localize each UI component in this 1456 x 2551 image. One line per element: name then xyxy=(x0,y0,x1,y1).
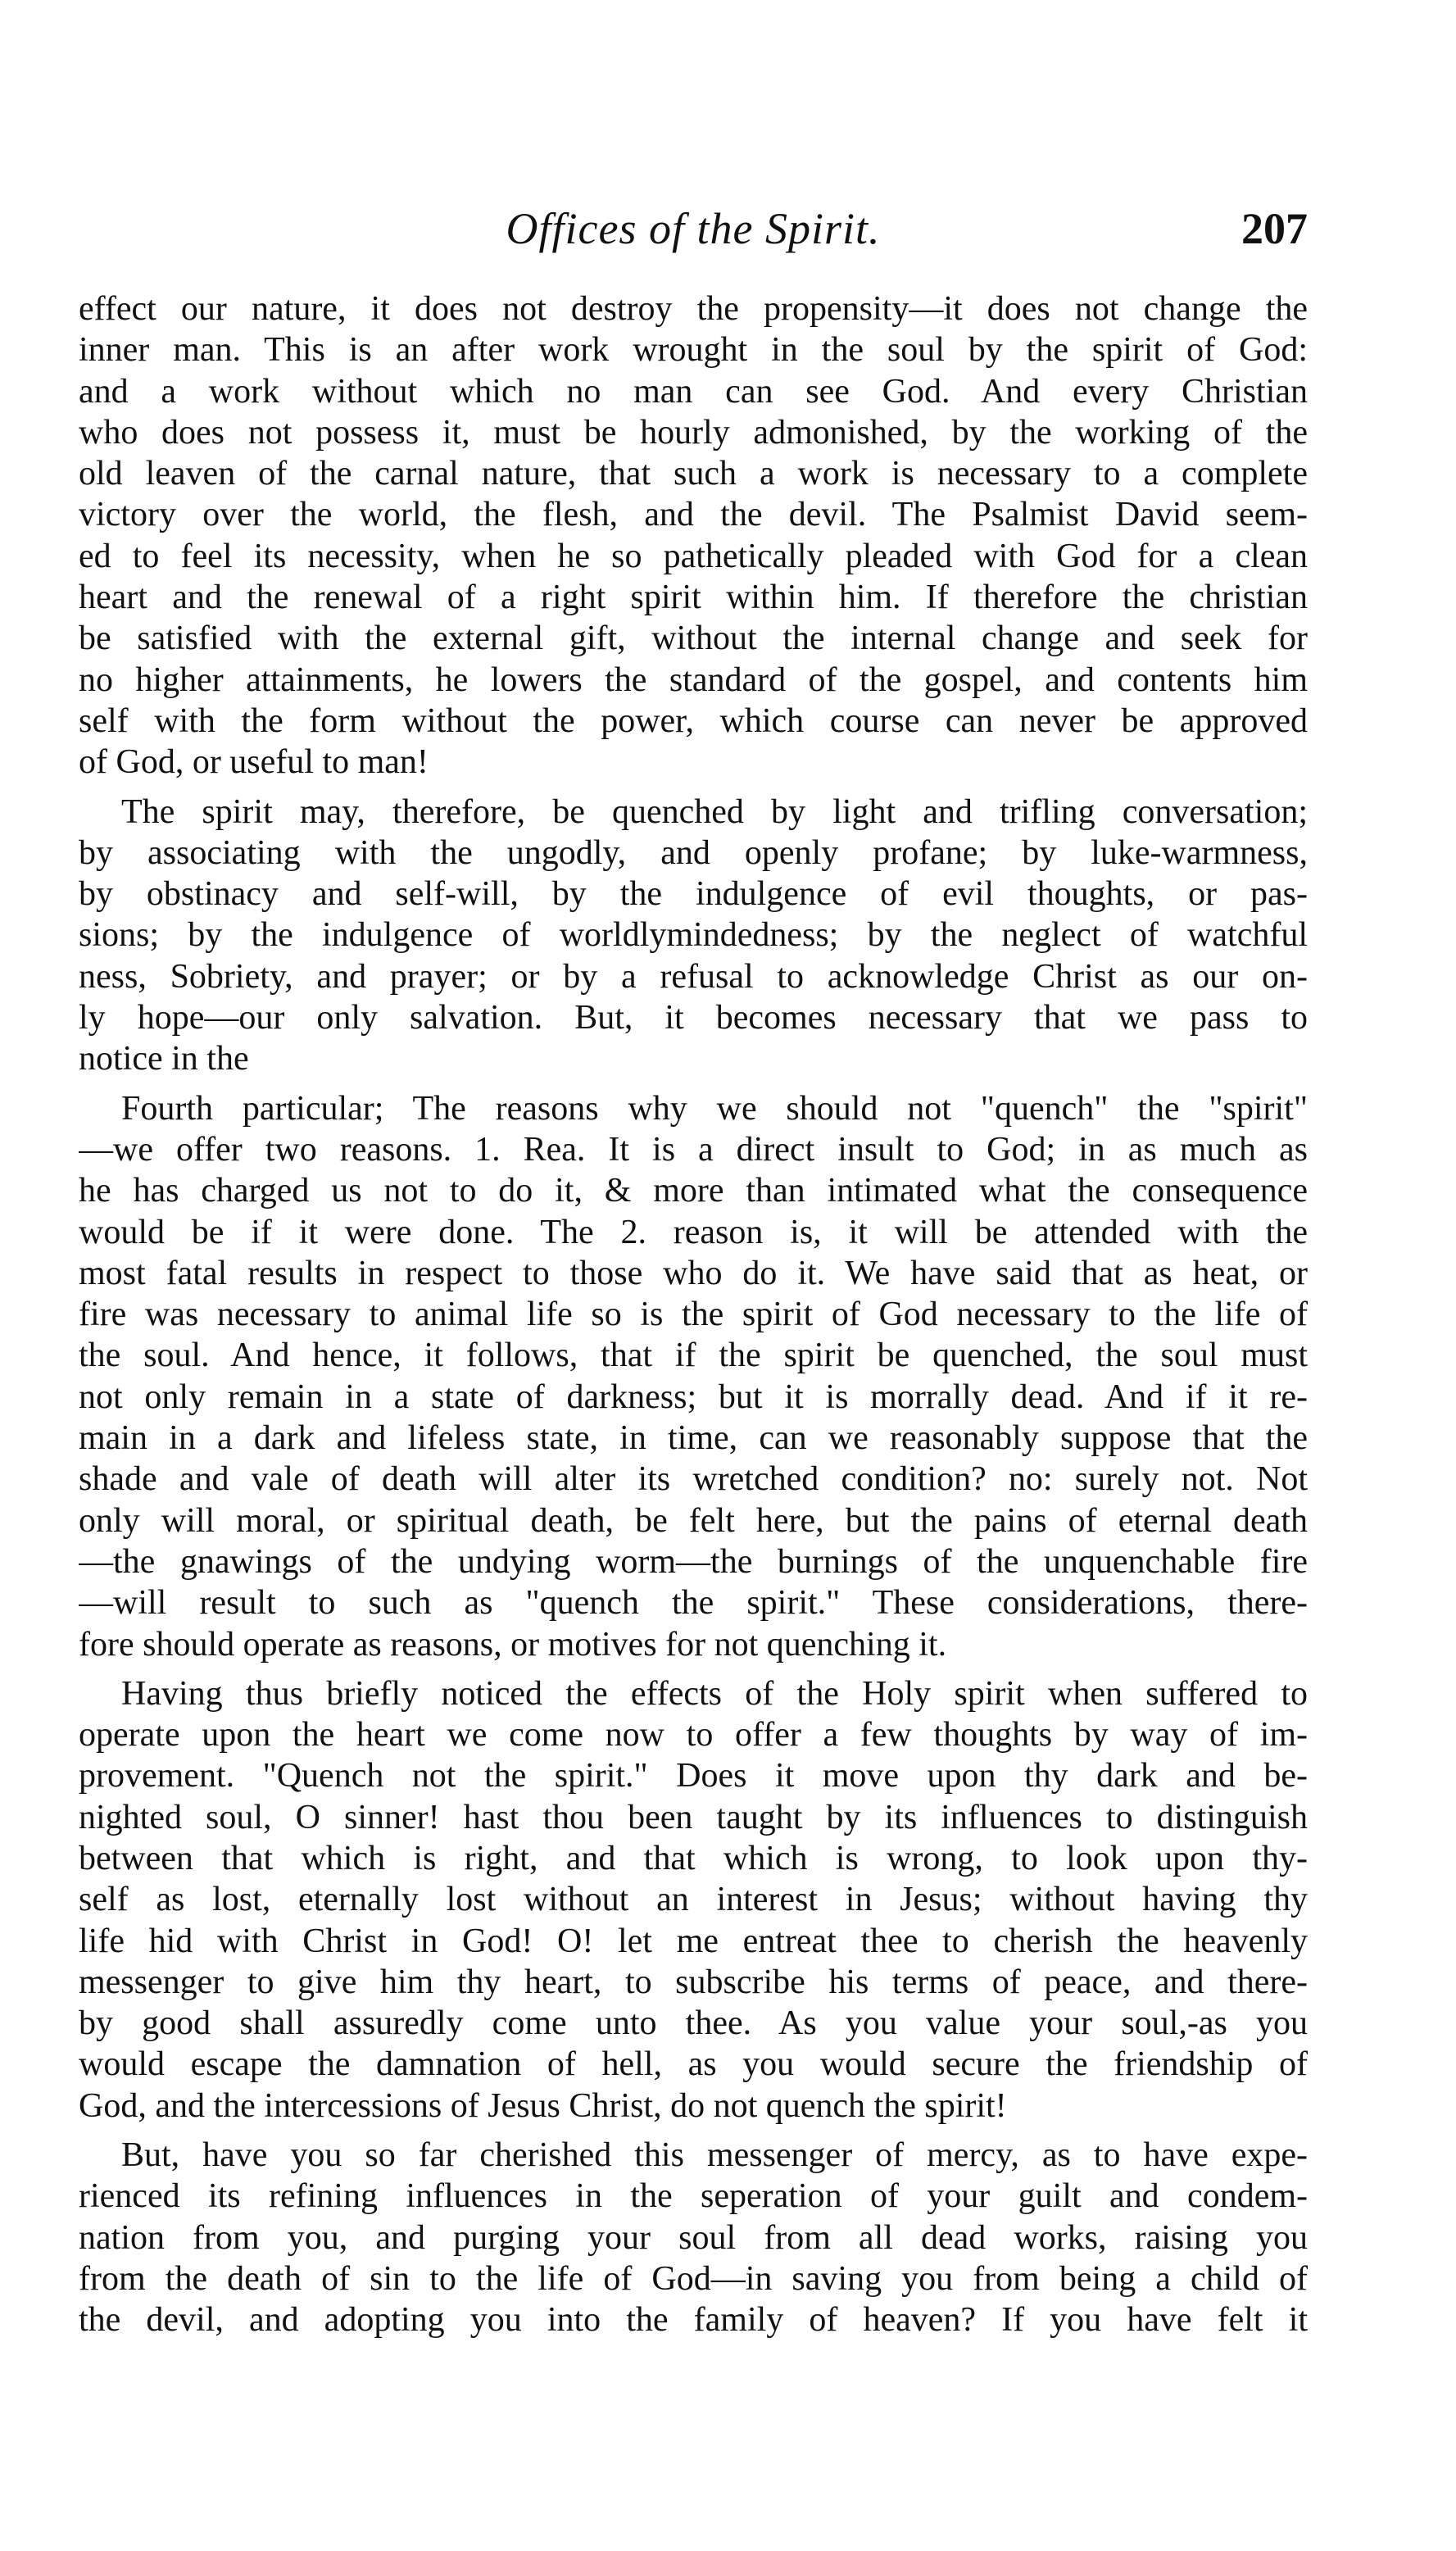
text-line: ness, Sobriety, and prayer; or by a refusal to acknowledge Christ as our on- xyxy=(79,957,1308,996)
text-line: notice in the xyxy=(79,1040,249,1078)
paragraph-start-line: The spirit may, therefore, be quenched by light and trifling conversation; xyxy=(121,792,1308,831)
text-line: who does not possess it, must be hourly admonished, by the working of the xyxy=(79,413,1308,452)
text-line: main in a dark and lifeless state, in time, can we reasonably suppose that the xyxy=(79,1419,1308,1458)
text-line: sions; by the indulgence of worldlymindedness; by the neglect of watchful xyxy=(79,916,1308,955)
text-line: —will result to such as "quench the spirit." These considerations, there- xyxy=(79,1584,1308,1623)
paragraph-start-line: Having thus briefly noticed the effects of the Holy spirit when suffered to xyxy=(121,1674,1308,1713)
text-line: rienced its refining influences in the seperation of your guilt and condem- xyxy=(79,2177,1308,2216)
text-line: by associating with the ungodly, and openly profane; by luke-warmness, xyxy=(79,833,1308,872)
text-line: he has charged us not to do it, & more than intimated what the consequence xyxy=(79,1172,1308,1210)
text-line: from the death of sin to the life of God—in saving you from being a child of xyxy=(79,2259,1308,2298)
text-line: by good shall assuredly come unto thee. As you value your soul,-as you xyxy=(79,2004,1308,2043)
text-line: nighted soul, O sinner! hast thou been taught by its influences to distinguish xyxy=(79,1798,1308,1836)
running-head xyxy=(79,203,1308,269)
paragraph-start-line: But, have you so far cherished this messenger of mercy, as to have expe- xyxy=(121,2136,1308,2175)
text-line: would escape the damnation of hell, as you would secure the friendship of xyxy=(79,2045,1308,2084)
text-line: the soul. And hence, it follows, that if the spirit be quenched, the soul must xyxy=(79,1337,1308,1375)
text-line: between that which is right, and that which is wrong, to look upon thy- xyxy=(79,1839,1308,1877)
text-line: victory over the world, the flesh, and the devil. The Psalmist David seem- xyxy=(79,496,1308,534)
text-line: shade and vale of death will alter its wretched condition? no: surely not. Not xyxy=(79,1460,1308,1499)
text-line: self with the form without the power, which course can never be approved xyxy=(79,701,1308,740)
text-line: of God, or useful to man! xyxy=(79,743,429,782)
text-line: most fatal results in respect to those who do it. We have said that as heat, or xyxy=(79,1254,1308,1292)
text-line: God, and the intercessions of Jesus Christ, do not quench the spirit! xyxy=(79,2086,1007,2125)
text-line: fire was necessary to animal life so is the spirit of God necessary to the life of xyxy=(79,1296,1308,1334)
text-line: ly hope—our only salvation. But, it becomes necessary that we pass to xyxy=(79,999,1308,1037)
text-line: no higher attainments, he lowers the standard of the gospel, and contents him xyxy=(79,660,1308,699)
text-line: operate upon the heart we come now to offer a few thoughts by way of im- xyxy=(79,1716,1308,1754)
running-title: Offices of the Spirit. xyxy=(506,204,881,253)
paragraph-start-line: Fourth particular; The reasons why we should not "quench" the "spirit" xyxy=(121,1089,1308,1128)
text-line: messenger to give him thy heart, to subscribe his terms of peace, and there- xyxy=(79,1963,1308,2001)
body-text xyxy=(79,288,1308,2341)
text-line: effect our nature, it does not destroy the propensity—it does not change the xyxy=(79,290,1308,328)
text-line: by obstinacy and self-will, by the indulgence of evil thoughts, or pas- xyxy=(79,875,1308,914)
text-line: nation from you, and purging your soul from all dead works, raising you xyxy=(79,2218,1308,2257)
text-line: life hid with Christ in God! O! let me entreat thee to cherish the heavenly xyxy=(79,1922,1308,1960)
text-line: not only remain in a state of darkness; but it is morrally dead. And if it re- xyxy=(79,1378,1308,1416)
text-line: the devil, and adopting you into the family of heaven? If you have felt it xyxy=(79,2301,1308,2340)
text-line: ed to feel its necessity, when he so pathetically pleaded with God for a clean xyxy=(79,537,1308,575)
text-line: would be if it were done. The 2. reason is, it will be attended with the xyxy=(79,1213,1308,1251)
text-line: inner man. This is an after work wrought in the soul by the spirit of God: xyxy=(79,331,1308,370)
text-line: and a work without which no man can see God. And every Christian xyxy=(79,372,1308,411)
text-line: heart and the renewal of a right spirit within him. If therefore the christian xyxy=(79,579,1308,617)
text-line: self as lost, eternally lost without an interest in Jesus; without having thy xyxy=(79,1881,1308,1919)
text-line: —we offer two reasons. 1. Rea. It is a direct insult to God; in as much as xyxy=(79,1130,1308,1169)
page-number: 207 xyxy=(1241,204,1308,253)
text-line: fore should operate as reasons, or motives for not quenching it. xyxy=(79,1625,947,1664)
text-line: old leaven of the carnal nature, that such a work is necessary to a complete xyxy=(79,455,1308,493)
text-line: —the gnawings of the undying worm—the burnings of the unquenchable fire xyxy=(79,1542,1308,1581)
text-line: provement. "Quench not the spirit." Does it move upon thy dark and be- xyxy=(79,1757,1308,1795)
text-line: be satisfied with the external gift, without the internal change and seek for xyxy=(79,620,1308,658)
text-line: only will moral, or spiritual death, be felt here, but the pains of eternal death xyxy=(79,1501,1308,1540)
